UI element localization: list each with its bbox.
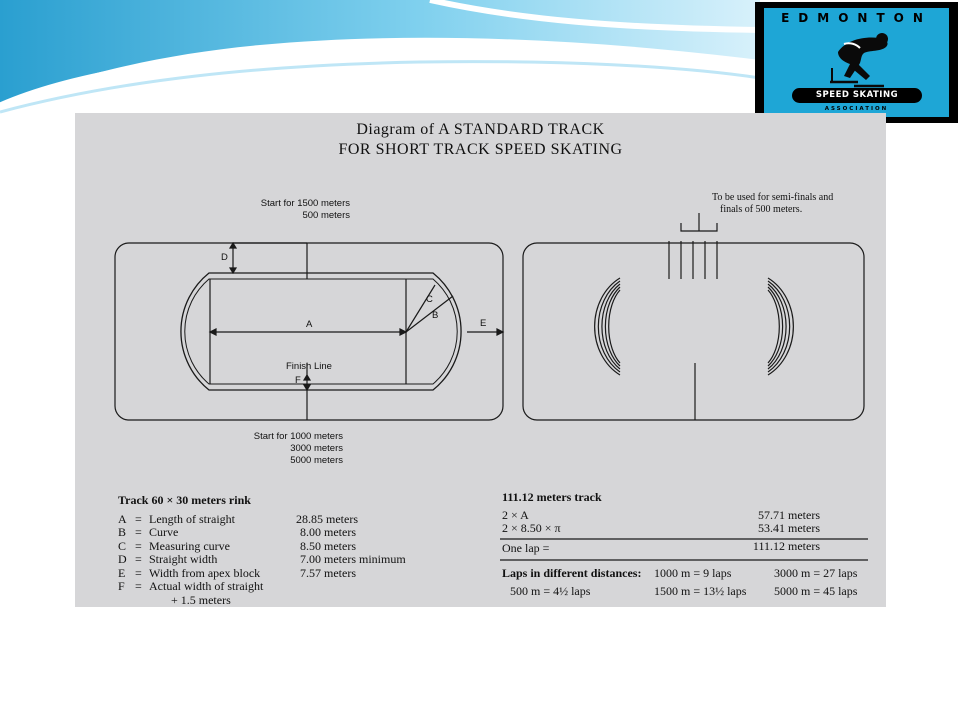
spec-row-key: B	[118, 525, 127, 539]
laps-5000: 5000 m = 45 laps	[774, 584, 858, 598]
laps-500: 500 m = 4½ laps	[510, 584, 591, 598]
spec-row-key: A	[118, 512, 127, 526]
label-a: A	[306, 319, 313, 330]
spec-row-eq: =	[135, 566, 142, 580]
radius-c-line	[406, 285, 435, 332]
spec-row-key: C	[118, 539, 127, 553]
logo-background	[764, 8, 949, 117]
spec-row-value: 7.00 meters minimum	[300, 552, 406, 566]
spec-row-key: F	[118, 579, 125, 593]
label-e: E	[480, 318, 487, 329]
logo-top-text: EDMONTON	[781, 11, 932, 25]
semifinal-start-lines	[669, 241, 717, 279]
calc-row1-label: 2 × A	[502, 508, 529, 522]
calc-row2-label: 2 × 8.50 × π	[502, 521, 561, 535]
finish-line-label: Finish Line	[286, 361, 332, 372]
spec-row-key: D	[118, 552, 127, 566]
start-1000-label-line1: Start for 1000 meters	[253, 431, 343, 442]
edmonton-speed-skating-logo	[755, 2, 958, 123]
spec-row-eq: =	[135, 525, 142, 539]
rink-spec-heading: Track 60 × 30 meters rink	[118, 493, 251, 507]
start-1500-label-line2: 500 meters	[302, 210, 350, 221]
calc-total-value: 111.12 meters	[752, 539, 820, 553]
spec-row-desc: Curve	[149, 525, 179, 539]
diagram-title-line2: FOR SHORT TRACK SPEED SKATING	[338, 141, 623, 158]
left-curve-blocks	[595, 278, 620, 375]
track-calc-heading: 111.12 meters track	[502, 490, 602, 504]
spec-row-value: 8.00 meters	[300, 525, 356, 539]
spec-row-desc: Actual width of straight	[149, 579, 264, 593]
calc-total-label: One lap =	[502, 541, 550, 555]
right-curve-blocks	[768, 278, 793, 375]
laps-1500: 1500 m = 13½ laps	[654, 584, 747, 598]
diagram-title-line1: Diagram of A STANDARD TRACK	[356, 121, 605, 138]
spec-cut-line: + 1.5 meters	[171, 593, 231, 607]
label-d: D	[221, 252, 228, 263]
spec-row-value: 7.57 meters	[300, 566, 356, 580]
calc-row2-value: 53.41 meters	[758, 521, 820, 535]
spec-row-desc: Straight width	[149, 552, 218, 566]
label-b: B	[432, 310, 439, 321]
start-1000-label-line3: 5000 meters	[290, 455, 343, 466]
spec-row-desc: Width from apex block	[149, 566, 261, 580]
speed-skater-icon	[824, 26, 894, 88]
logo-band-text: SPEED SKATING	[792, 88, 922, 103]
spec-row-desc: Measuring curve	[149, 539, 230, 553]
laps-heading: Laps in different distances:	[502, 566, 642, 580]
calc-row1-value: 57.71 meters	[758, 508, 820, 522]
start-1000-label-line2: 3000 meters	[290, 443, 343, 454]
label-f: F	[295, 375, 301, 386]
laps-3000: 3000 m = 27 laps	[774, 566, 858, 580]
spec-row-key: E	[118, 566, 126, 580]
spec-row-value: 8.50 meters	[300, 539, 356, 553]
spec-row-eq: =	[135, 512, 142, 526]
label-c: C	[426, 294, 433, 305]
spec-row-eq: =	[135, 539, 142, 553]
spec-row-eq: =	[135, 579, 142, 593]
spec-row-desc: Length of straight	[149, 512, 235, 526]
laps-1000: 1000 m = 9 laps	[654, 566, 732, 580]
semifinal-note-line1: To be used for semi-finals and	[712, 192, 834, 203]
start-1500-label-line1: Start for 1500 meters	[260, 198, 350, 209]
spec-row-value: 28.85 meters	[296, 512, 358, 526]
logo-bottom-text: ASSOCIATION	[824, 106, 889, 112]
semifinal-note-line2: finals of 500 meters.	[720, 204, 803, 215]
spec-row-eq: =	[135, 552, 142, 566]
track-diagram-sheet	[75, 113, 886, 607]
